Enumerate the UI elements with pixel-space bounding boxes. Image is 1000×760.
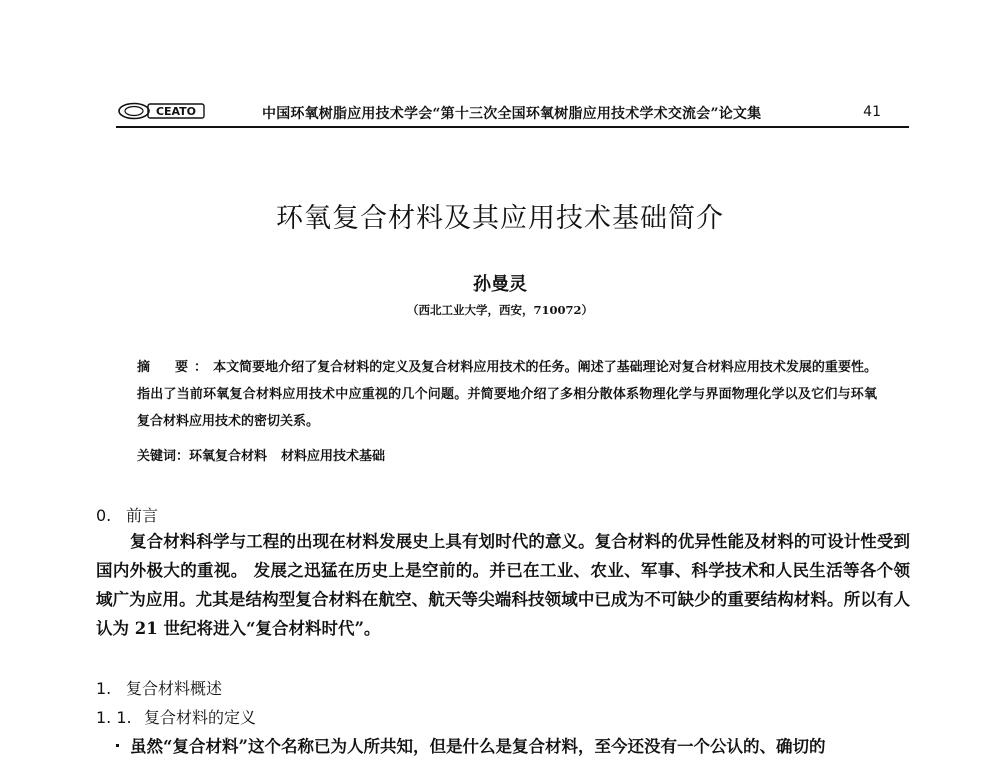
section-number: 1. 1. (96, 708, 132, 727)
section-title: 前言 (126, 506, 159, 525)
abstract (137, 354, 877, 435)
section-title: 复合材料概述 (126, 679, 223, 698)
author-affiliation: （西北工业大学，西安，710072） (406, 303, 593, 317)
abstract-label: 摘 要： (137, 360, 214, 375)
subsection-heading-definition (96, 705, 256, 728)
running-title: 中国环氧树脂应用技术学会“第十三次全国环氧树脂应用技术学术交流会”论文集 (262, 106, 762, 122)
running-header (116, 100, 909, 128)
keywords-label: 关键词： (137, 449, 190, 464)
section-heading-overview (96, 676, 222, 699)
logo-text: CEATO (155, 105, 197, 118)
section-title: 复合材料的定义 (144, 708, 257, 727)
section-number: 1. (96, 679, 112, 698)
section-heading-preface (96, 503, 158, 526)
section-number: 0. (96, 506, 112, 525)
author-name: 孙曼灵 (473, 274, 527, 295)
abstract-text: 本文简要地介绍了复合材料的定义及复合材料应用技术的任务。阐述了基础理论对复合材料应用技术发展的重要性。指出了当前环氧复合材料应用技术中应重视的几个问题。并简要地介绍了多相分散体系物理化学与界面物理化学以及它们与环氧复合材料应用技术的密切关系。 (137, 360, 877, 429)
body-paragraph-preface: 复合材料科学与工程的出现在材料发展史上具有划时代的意义。复合材料的优异性能及材料的可设计性受到国内外极大的重视。 发展之迅猛在历史上是空前的。并已在工业、农业、军事、科学技术和人民生活等各个领域广为应用。尤其是结构型复合材料在航空、航天等尖端科技领域中已成为不可缺少的重要结构材料。所以有人认为 21 世纪将进入“复合材料时代”。 (96, 532, 910, 638)
body-paragraph-definition: 虽然“复合材料”这个名称已为人所共知，但是什么是复合材料，至今还没有一个公认的、确切的 (130, 737, 826, 756)
keyword-item: 材料应用技术基础 (281, 449, 386, 464)
page-number: 41 (863, 104, 881, 120)
keyword-item: 环氧复合材料 (189, 449, 268, 464)
ceato-logo-icon (118, 102, 214, 120)
article-title: 环氧复合材料及其应用技术基础简介 (276, 203, 724, 234)
keywords (137, 445, 385, 464)
